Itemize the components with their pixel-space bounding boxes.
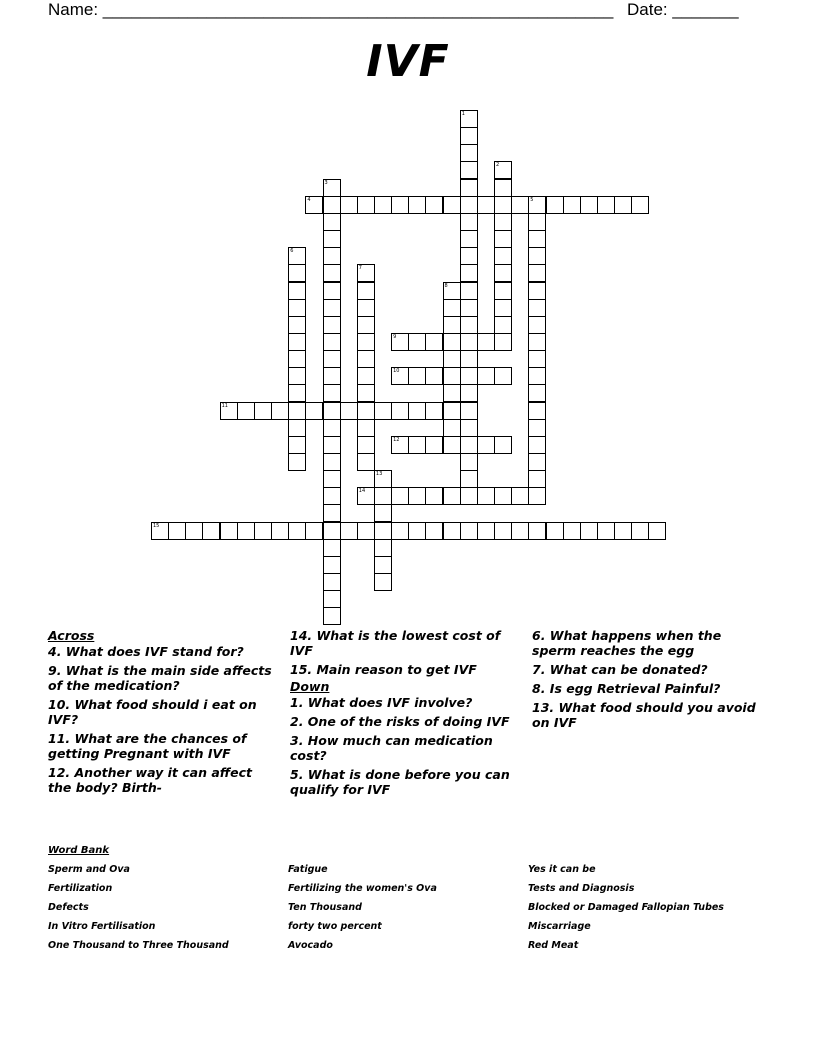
crossword-cell[interactable] [391,436,409,454]
crossword-cell[interactable] [323,470,341,488]
word-bank-item: Defects [48,902,89,913]
crossword-cell[interactable] [220,402,238,420]
crossword-cell[interactable] [460,282,478,300]
crossword-cell[interactable] [494,299,512,317]
word-bank-item: Fertilizing the women's Ova [288,883,437,894]
crossword-cell[interactable] [494,213,512,231]
crossword-cell[interactable] [528,402,546,420]
crossword-cell[interactable] [443,419,461,437]
word-bank-item: Ten Thousand [288,902,362,913]
crossword-cell[interactable] [528,316,546,334]
crossword-cell[interactable] [374,539,392,557]
word-bank-item: Blocked or Damaged Fallopian Tubes [528,902,724,913]
word-bank-item: Fatigue [288,864,328,875]
clue-down-3: 3. How much can medication cost? [290,733,493,763]
clue-across-4: 4. What does IVF stand for? [48,644,244,659]
crossword-cell[interactable] [254,522,272,540]
crossword-cell[interactable] [563,196,581,214]
crossword-cell[interactable] [288,453,306,471]
crossword-cell[interactable] [494,247,512,265]
crossword-cell[interactable] [443,316,461,334]
clue-number: 5 [530,196,534,203]
crossword-cell[interactable] [425,333,443,351]
crossword-cell[interactable] [357,282,375,300]
crossword-cell[interactable] [288,419,306,437]
clue-number: 15 [153,522,160,529]
crossword-cell[interactable] [460,196,478,214]
crossword-cell[interactable] [408,196,426,214]
crossword-cell[interactable] [408,402,426,420]
crossword-cell[interactable] [374,487,392,505]
word-bank-item: In Vitro Fertilisation [48,921,156,932]
crossword-cell[interactable] [357,419,375,437]
crossword-cell[interactable] [546,522,564,540]
word-bank-item: Sperm and Ova [48,864,130,875]
crossword-cell[interactable] [460,350,478,368]
crossword-cell[interactable] [511,522,529,540]
clue-down-8: 8. Is egg Retrieval Painful? [532,681,721,696]
crossword-cell[interactable] [323,436,341,454]
clue-down-6: 6. What happens when the sperm reaches the egg [532,628,722,658]
crossword-cell[interactable] [460,402,478,420]
crossword-cell[interactable] [305,196,323,214]
crossword-cell[interactable] [323,350,341,368]
crossword-cell[interactable] [374,522,392,540]
crossword-cell[interactable] [288,299,306,317]
clues-column-3 [532,628,762,734]
crossword-cell[interactable] [357,384,375,402]
crossword-cell[interactable] [185,522,203,540]
crossword-cell[interactable] [323,453,341,471]
crossword-cell[interactable] [528,453,546,471]
crossword-cell[interactable] [546,196,564,214]
crossword-cell[interactable] [288,316,306,334]
crossword-cell[interactable] [374,504,392,522]
crossword-cell[interactable] [323,504,341,522]
page-title: IVF [366,36,450,87]
clue-down-5: 5. What is done before you can qualify for IVF [290,767,510,797]
crossword-cell[interactable] [477,487,495,505]
crossword-cell[interactable] [580,522,598,540]
clue-number: 9 [393,333,397,340]
crossword-cell[interactable] [425,367,443,385]
crossword-cell[interactable] [391,522,409,540]
crossword-cell[interactable] [323,299,341,317]
crossword-cell[interactable] [374,573,392,591]
crossword-cell[interactable] [460,522,478,540]
crossword-cell[interactable] [477,333,495,351]
crossword-cell[interactable] [357,453,375,471]
crossword-cell[interactable] [357,522,375,540]
crossword-cell[interactable] [443,333,461,351]
clue-down-1: 1. What does IVF involve? [290,695,473,710]
crossword-cell[interactable] [323,230,341,248]
crossword-cell[interactable] [528,264,546,282]
crossword-cell[interactable] [494,282,512,300]
crossword-cell[interactable] [425,487,443,505]
crossword-cell[interactable] [288,384,306,402]
crossword-cell[interactable] [528,419,546,437]
crossword-cell[interactable] [288,402,306,420]
date-field-label[interactable]: Date: _______ [627,0,739,19]
clue-across-11: 11. What are the chances of getting Pregnant with IVF [48,731,247,761]
crossword-cell[interactable] [494,179,512,197]
clue-number: 10 [393,368,400,375]
crossword-cell[interactable] [425,402,443,420]
crossword-cell[interactable] [323,419,341,437]
crossword-cell[interactable] [288,436,306,454]
crossword-cell[interactable] [323,179,341,197]
crossword-cell[interactable] [271,522,289,540]
clue-down-2: 2. One of the risks of doing IVF [290,714,510,729]
crossword-cell[interactable] [494,230,512,248]
crossword-cell[interactable] [597,522,615,540]
word-bank-item: Miscarriage [528,921,591,932]
crossword-cell[interactable] [528,213,546,231]
crossword-cell[interactable] [254,402,272,420]
crossword-cell[interactable] [494,436,512,454]
name-field-label[interactable]: Name: ______________________________________________________ [48,0,614,19]
crossword-cell[interactable] [631,522,649,540]
crossword-cell[interactable] [528,487,546,505]
crossword-cell[interactable] [151,522,169,540]
across-heading: Across [48,628,95,643]
crossword-cell[interactable] [357,333,375,351]
crossword-cell[interactable] [323,487,341,505]
crossword-cell[interactable] [494,264,512,282]
crossword-cell[interactable] [528,230,546,248]
crossword-cell[interactable] [494,333,512,351]
crossword-cell[interactable] [288,333,306,351]
word-bank-title: Word Bank [48,845,110,856]
clue-number: 13 [375,471,383,478]
clue-number: 3 [324,179,328,186]
crossword-cell[interactable] [323,573,341,591]
crossword-cell[interactable] [374,556,392,574]
crossword-cell[interactable] [357,350,375,368]
clues-column-2 [290,628,515,801]
crossword-cell[interactable] [460,384,478,402]
crossword-cell[interactable] [374,402,392,420]
crossword-cell[interactable] [323,384,341,402]
crossword-cell[interactable] [443,436,461,454]
crossword-cell[interactable] [460,127,478,145]
clues-column-1 [48,628,273,799]
crossword-cell[interactable] [494,316,512,334]
crossword-cell[interactable] [460,179,478,197]
crossword-cell[interactable] [494,161,512,179]
crossword-cell[interactable] [408,333,426,351]
crossword-cell[interactable] [391,333,409,351]
crossword-cell[interactable] [494,487,512,505]
clue-across-14: 14. What is the lowest cost of IVF [290,628,501,658]
crossword-cell[interactable] [460,264,478,282]
crossword-cell[interactable] [357,316,375,334]
crossword-cell[interactable] [357,487,375,505]
clue-number: 12 [393,436,400,443]
clue-across-15: 15. Main reason to get IVF [290,662,477,677]
crossword-cell[interactable] [528,436,546,454]
crossword-cell[interactable] [460,161,478,179]
crossword-cell[interactable] [460,247,478,265]
crossword-cell[interactable] [528,384,546,402]
clue-across-12: 12. Another way it can affect the body? Birth- [48,765,253,795]
crossword-cell[interactable] [494,522,512,540]
crossword-cell[interactable] [460,299,478,317]
word-bank-item: forty two percent [288,921,382,932]
crossword-cell[interactable] [460,453,478,471]
crossword-cell[interactable] [528,522,546,540]
crossword-cell[interactable] [288,522,306,540]
crossword-cell[interactable] [237,522,255,540]
clue-number: 6 [290,248,294,255]
crossword-cell[interactable] [220,522,238,540]
crossword-cell[interactable] [511,196,529,214]
crossword-cell[interactable] [460,333,478,351]
clue-number: 7 [358,265,362,272]
crossword-cell[interactable] [323,367,341,385]
crossword-cell[interactable] [323,316,341,334]
crossword-cell[interactable] [477,196,495,214]
crossword-cell[interactable] [288,264,306,282]
crossword-cell[interactable] [425,522,443,540]
crossword-cell[interactable] [460,144,478,162]
crossword-cell[interactable] [323,402,341,420]
crossword-cell[interactable] [323,539,341,557]
crossword-cell[interactable] [323,333,341,351]
crossword-cell[interactable] [511,487,529,505]
clue-number: 11 [221,402,228,409]
crossword-cell[interactable] [323,522,341,540]
crossword-cell[interactable] [408,367,426,385]
clue-number: 14 [358,488,366,495]
crossword-cell[interactable] [425,196,443,214]
crossword-cell[interactable] [528,333,546,351]
word-bank-item: Red Meat [528,940,579,951]
crossword-cell[interactable] [425,436,443,454]
clue-number: 4 [307,196,311,203]
crossword-cell[interactable] [357,264,375,282]
crossword-cell[interactable] [460,316,478,334]
crossword-cell[interactable] [460,470,478,488]
crossword-cell[interactable] [460,367,478,385]
clue-across-10: 10. What food should i eat on IVF? [48,697,257,727]
crossword-cell[interactable] [443,299,461,317]
crossword-cell[interactable] [237,402,255,420]
crossword-cell[interactable] [528,350,546,368]
crossword-cell[interactable] [288,282,306,300]
crossword-cell[interactable] [443,367,461,385]
crossword-cell[interactable] [323,264,341,282]
crossword-cell[interactable] [323,607,341,625]
crossword-cell[interactable] [460,419,478,437]
crossword-cell[interactable] [443,402,461,420]
crossword-cell[interactable] [563,522,581,540]
crossword-cell[interactable] [323,247,341,265]
crossword-cell[interactable] [374,470,392,488]
crossword-cell[interactable] [408,436,426,454]
crossword-cell[interactable] [305,402,323,420]
crossword-cell[interactable] [443,384,461,402]
crossword-cell[interactable] [443,196,461,214]
crossword-cell[interactable] [443,487,461,505]
clue-down-13: 13. What food should you avoid on IVF [532,700,756,730]
crossword-cell[interactable] [357,299,375,317]
crossword-cell[interactable] [323,556,341,574]
crossword-cell[interactable] [323,196,341,214]
crossword-cell[interactable] [391,487,409,505]
crossword-cell[interactable] [614,196,632,214]
crossword-cell[interactable] [408,487,426,505]
crossword-cell[interactable] [614,522,632,540]
crossword-cell[interactable] [528,470,546,488]
crossword-cell[interactable] [288,247,306,265]
word-bank-item: Fertilization [48,883,113,894]
clue-number: 2 [496,162,500,169]
crossword-cell[interactable] [597,196,615,214]
crossword-cell[interactable] [460,213,478,231]
crossword-cell[interactable] [288,350,306,368]
crossword-cell[interactable] [391,196,409,214]
crossword-cell[interactable] [357,402,375,420]
clue-across-9: 9. What is the main side affects of the medication? [48,663,272,693]
crossword-cell[interactable] [580,196,598,214]
word-bank-item: Yes it can be [528,864,596,875]
crossword-cell[interactable] [288,367,306,385]
word-bank-item: Tests and Diagnosis [528,883,635,894]
crossword-cell[interactable] [391,402,409,420]
crossword-cell[interactable] [443,522,461,540]
crossword-cell[interactable] [340,522,358,540]
crossword-cell[interactable] [357,436,375,454]
crossword-cell[interactable] [477,522,495,540]
crossword-cell[interactable] [271,402,289,420]
crossword-cell[interactable] [460,230,478,248]
crossword-cell[interactable] [391,367,409,385]
crossword-cell[interactable] [460,110,478,128]
crossword-cell[interactable] [323,213,341,231]
crossword-cell[interactable] [494,367,512,385]
word-bank-item: Avocado [288,940,333,951]
crossword-cell[interactable] [443,350,461,368]
down-heading: Down [290,679,330,694]
crossword-cell[interactable] [528,196,546,214]
crossword-cell[interactable] [528,282,546,300]
crossword-cell[interactable] [528,247,546,265]
crossword-cell[interactable] [323,282,341,300]
crossword-cell[interactable] [443,282,461,300]
crossword-cell[interactable] [631,196,649,214]
clue-down-7: 7. What can be donated? [532,662,708,677]
crossword-cell[interactable] [340,402,358,420]
crossword-cell[interactable] [357,196,375,214]
crossword-cell[interactable] [305,522,323,540]
crossword-cell[interactable] [648,522,666,540]
crossword-cell[interactable] [528,299,546,317]
crossword-cell[interactable] [168,522,186,540]
crossword-cell[interactable] [202,522,220,540]
crossword-cell[interactable] [323,590,341,608]
crossword-cell[interactable] [357,367,375,385]
word-bank-item: One Thousand to Three Thousand [48,940,229,951]
clue-number: 8 [444,282,448,289]
crossword-cell[interactable] [408,522,426,540]
crossword-cell[interactable] [477,436,495,454]
crossword-cell[interactable] [494,196,512,214]
crossword-cell[interactable] [477,367,495,385]
crossword-cell[interactable] [528,367,546,385]
crossword-cell[interactable] [340,196,358,214]
clue-number: 1 [461,111,465,117]
crossword-cell[interactable] [460,436,478,454]
crossword-cell[interactable] [460,487,478,505]
crossword-cell[interactable] [374,196,392,214]
